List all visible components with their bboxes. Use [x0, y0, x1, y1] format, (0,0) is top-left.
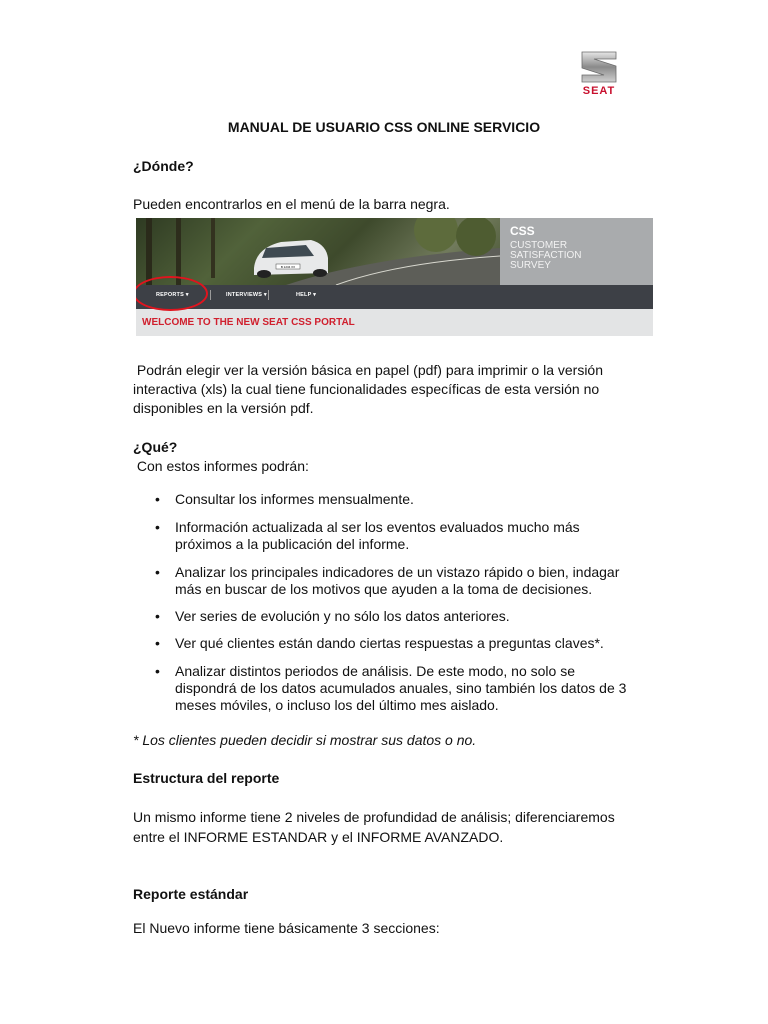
footnote: * Los clientes pueden decidir si mostrar sus datos o no. — [133, 732, 477, 748]
list-item: • Analizar los principales indicadores de un vistazo rápido o bien, indagar más en buscar de los motivos que ayuden a la toma de decisiones. — [155, 564, 620, 597]
document-title: MANUAL DE USUARIO CSS ONLINE SERVICIO — [227, 119, 541, 135]
banner-satisfaction: SATISFACTION — [510, 250, 582, 261]
nav-divider — [210, 290, 211, 300]
portal-banner-screenshot — [136, 218, 653, 336]
list-item: • Ver series de evolución y no sólo los datos anteriores. — [155, 608, 510, 624]
estandar-text: El Nuevo informe tiene básicamente 3 secciones: — [133, 920, 440, 936]
list-item: • Analizar distintos periodos de análisis. De este modo, no solo se dispondrá de los datos acumulados anuales, sino también los datos de 3 meses móviles, o incluso los del último mes aislado. — [155, 663, 627, 713]
seat-logo — [565, 48, 633, 100]
nav-help[interactable]: HELP ▾ — [296, 292, 317, 298]
donde-text: Pueden encontrarlos en el menú de la barra negra. — [133, 196, 450, 212]
heading-estandar: Reporte estándar — [133, 886, 249, 902]
list-item: • Ver qué clientes están dando ciertas respuestas a preguntas claves*. — [155, 635, 604, 651]
heading-que: ¿Qué? — [133, 439, 178, 455]
list-item: • Información actualizada al ser los eventos evaluados mucho más próximos a la publicación del informe. — [155, 519, 580, 552]
heading-estructura: Estructura del reporte — [133, 770, 280, 786]
banner-customer: CUSTOMER — [510, 240, 568, 251]
heading-donde: ¿Dónde? — [133, 158, 194, 174]
nav-divider — [268, 290, 269, 300]
que-intro: Con estos informes podrán: — [133, 458, 309, 474]
seat-emblem-icon — [565, 48, 633, 86]
banner-car-photo — [136, 218, 500, 285]
list-item: • Consultar los informes mensualmente. — [155, 491, 414, 507]
banner-nav-bar — [136, 285, 653, 309]
version-line-3: disponibles en la versión pdf. — [133, 400, 314, 416]
nav-interviews[interactable]: INTERVIEWS ▾ — [226, 292, 267, 298]
license-plate: B 1234 XX — [280, 265, 296, 269]
reports-highlight-circle — [136, 276, 208, 311]
banner-welcome-text: WELCOME TO THE NEW SEAT CSS PORTAL — [142, 317, 355, 328]
estructura-line-1: Un mismo informe tiene 2 niveles de profundidad de análisis; diferenciaremos — [133, 809, 615, 825]
banner-survey: SURVEY — [510, 260, 551, 271]
version-line-2: interactiva (xls) la cual tiene funcionalidades específicas de esta versión no — [133, 381, 600, 397]
banner-css-label: CSS — [510, 224, 535, 238]
version-line-1: Podrán elegir ver la versión básica en papel (pdf) para imprimir o la versión — [133, 362, 603, 378]
seat-wordmark: SEAT — [582, 85, 616, 97]
nav-reports[interactable]: REPORTS ▾ — [156, 292, 189, 298]
estructura-line-2: entre el INFORME ESTANDAR y el INFORME AVANZADO. — [133, 829, 504, 845]
